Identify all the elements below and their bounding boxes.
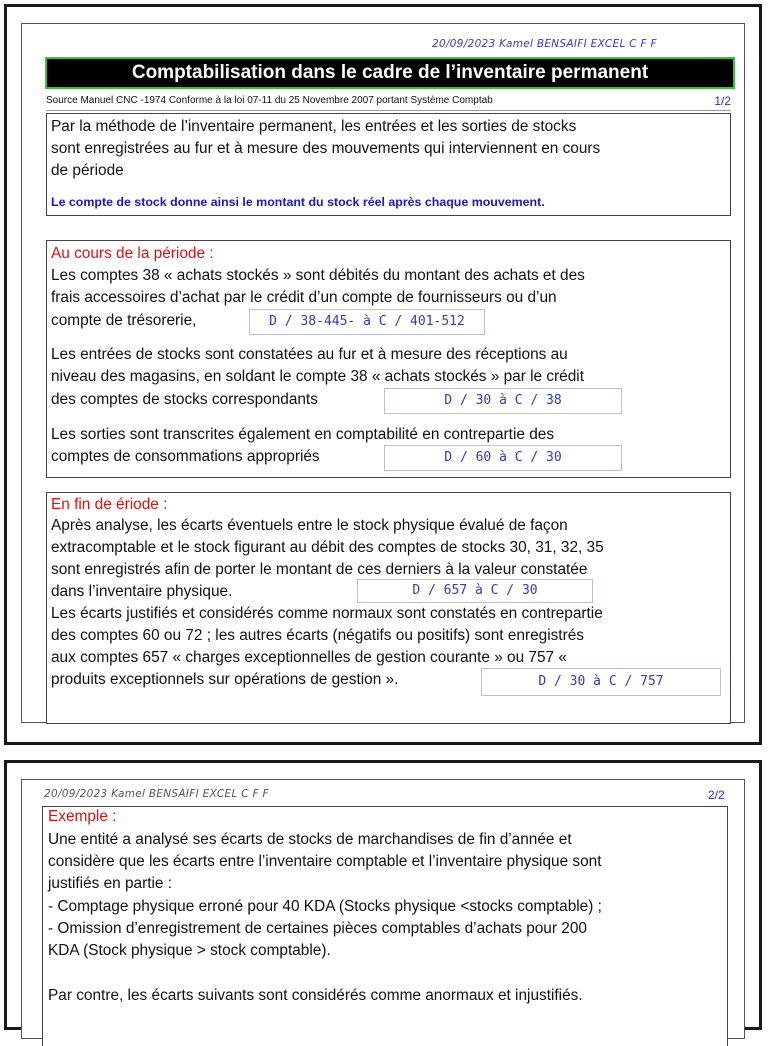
journal-entry: D / 657 à C / 30 xyxy=(357,579,593,603)
paragraph-line: dans l’inventaire physique. xyxy=(51,583,233,600)
paragraph-line: Les comptes 38 « achats stockés » sont débités du montant des achats et des xyxy=(51,267,585,284)
paragraph-line: Les sorties sont transcrites également en comptabilité en contrepartie des xyxy=(51,426,555,443)
paragraph-line: des comptes 60 ou 72 ; les autres écarts (négatifs ou positifs) sont enregistrés xyxy=(51,627,584,644)
section-heading: En fin de ériode : xyxy=(51,496,168,513)
paragraph-line: extracomptable et le stock figurant au débit des comptes de stocks 30, 31, 32, 35 xyxy=(51,539,604,556)
source-line xyxy=(46,93,731,111)
paragraph-line: produits exceptionnels sur opérations de gestion ». xyxy=(51,671,399,688)
page-1-frame xyxy=(4,4,762,745)
page-1-sheet xyxy=(21,23,745,723)
page-number: 1/2 xyxy=(714,94,731,108)
journal-entry: D / 30 à C / 38 xyxy=(384,388,622,414)
paragraph-line: sont enregistrés afin de porter le montant de ces derniers à la valeur constatée xyxy=(51,561,588,578)
paragraph-line: aux comptes 657 « charges exceptionnelles de gestion courante » ou 757 « xyxy=(51,649,567,666)
date-author-stamp: 20/09/2023 Kamel BENSAIFI EXCEL C F F xyxy=(432,38,657,50)
intro-line: de période xyxy=(51,162,124,179)
section-heading: Au cours de la période : xyxy=(51,245,214,262)
example-line: Par contre, les écarts suivants sont considérés comme anormaux et injustifiés. xyxy=(48,987,583,1004)
intro-line: sont enregistrées au fur et à mesure des mouvements qui interviennent en cours xyxy=(51,140,601,157)
example-line: considère que les écarts entre l’inventaire comptable et l’inventaire physique sont xyxy=(48,853,602,870)
page-title: Comptabilisation dans le cadre de l’inventaire permanent xyxy=(45,57,735,89)
example-line: - Comptage physique erroné pour 40 KDA (Stocks physique <stocks comptable) ; xyxy=(48,898,602,915)
journal-entry: D / 30 à C / 757 xyxy=(481,668,721,696)
example-line: justifiés en partie : xyxy=(48,875,173,892)
paragraph-line: Les entrées de stocks sont constatées au fur et à mesure des réceptions au xyxy=(51,346,568,363)
paragraph-line: comptes de consommations appropriés xyxy=(51,448,320,465)
date-author-stamp: 20/09/2023 Kamel BENSAIFI EXCEL C F F xyxy=(44,788,269,800)
paragraph-line: frais accessoires d’achat par le crédit d’un compte de fournisseurs ou d’un xyxy=(51,289,557,306)
page-2-sheet xyxy=(21,779,745,1039)
paragraph-line: niveau des magasins, en soldant le compte 38 « achats stockés » par le crédit xyxy=(51,368,584,385)
example-line: KDA (Stock physique > stock comptable). xyxy=(48,942,331,959)
page-number: 2/2 xyxy=(708,788,725,802)
end-period-box xyxy=(46,492,731,724)
paragraph-line: des comptes de stocks correspondants xyxy=(51,391,318,408)
intro-note: Le compte de stock donne ainsi le montant du stock réel après chaque mouvement. xyxy=(51,195,545,209)
paragraph-line: compte de trésorerie, xyxy=(51,312,197,329)
paragraph-line: Après analyse, les écarts éventuels entre le stock physique évalué de façon xyxy=(51,517,568,534)
example-line: Une entité a analysé ses écarts de stocks de marchandises de fin d’année et xyxy=(48,831,572,848)
section-heading: Exemple : xyxy=(48,808,117,825)
journal-entry: D / 60 à C / 30 xyxy=(384,445,622,471)
journal-entry: D / 38-445- à C / 401-512 xyxy=(249,309,485,335)
example-line: - Omission d’enregistrement de certaines pièces comptables d’achats pour 200 xyxy=(48,920,587,937)
during-period-box xyxy=(46,240,731,478)
page-2-frame xyxy=(4,760,762,1030)
paragraph-line: Les écarts justifiés et considérés comme normaux sont constatés en contrepartie xyxy=(51,605,603,622)
source-text: Source Manuel CNC -1974 Conforme à la loi 07-11 du 25 Novembre 2007 portant Système Comptab xyxy=(46,95,493,106)
intro-box xyxy=(46,113,731,216)
intro-line: Par la méthode de l’inventaire permanent, les entrées et les sorties de stocks xyxy=(51,118,577,135)
